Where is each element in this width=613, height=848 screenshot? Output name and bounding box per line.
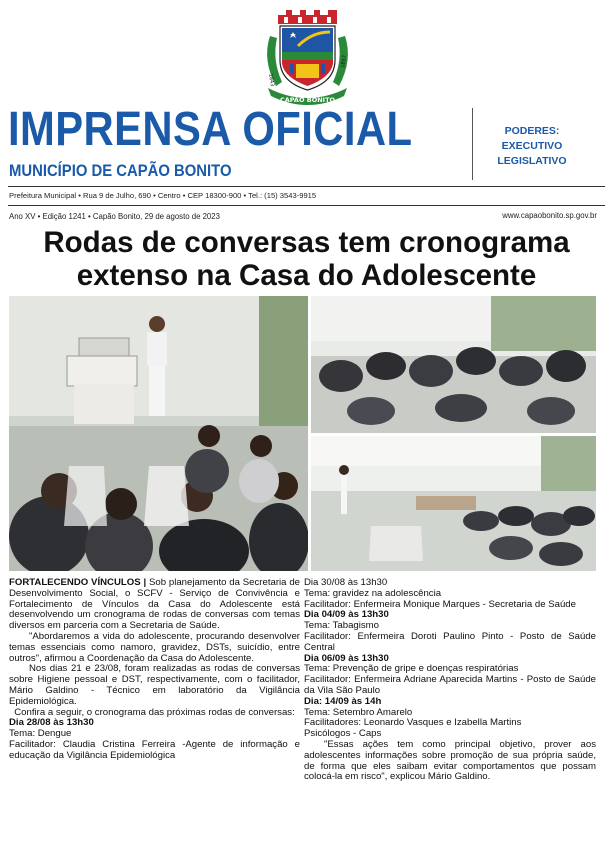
address-line: Prefeitura Municipal • Rua 9 de Julho, 690 • Centro • CEP 18300-900 • Tel.: (15) 3543-9915 [9,191,317,200]
powers-box [482,124,582,169]
paragraph-schedule-intro: Confira a seguir, o cronograma das próximas rodas de conversas: [14,706,295,718]
crown-icon [278,10,337,24]
hall-wide-photo [311,436,596,571]
masthead-divider [472,108,473,180]
session-5-topic: Tema: Setembro Amarelo [304,706,413,718]
masthead-subtitle: MUNICÍPIO DE CAPÃO BONITO [9,162,232,180]
power-executive: EXECUTIVO [501,140,563,152]
lead-kicker: FORTALECENDO VÍNCULOS | [9,577,147,588]
power-legislative: LEGISLATIVO [497,155,567,167]
lead-text: Sob planejamento da Secretaria de Desenvolvimento Social, o SCFV - Serviço de Convivência e Fortalecimento de Vínculos da Casa do Adolescente está desenvolvendo um cronograma de rodas de conversas com temas diversos em parceria com a Secretaria de Saúde. [9,577,300,632]
masthead-title: IMPRENSA OFICIAL [8,103,413,156]
session-3-date: Dia 04/09 às 13h30 [304,609,389,621]
teens-seated-photo [311,296,596,433]
lead-paragraph [9,578,300,632]
headline-line-1: Rodas de conversas tem cronograma [43,226,570,259]
session-4-date: Dia 06/09 às 13h30 [304,652,389,664]
divider-top [8,186,605,187]
session-5-organization: Psicólogos - Caps [304,728,382,740]
session-2-date: Dia 30/08 às 13h30 [304,577,388,588]
speaker-with-teens-photo [9,296,308,571]
powers-label: PODERES: [504,125,560,137]
edition-line: Ano XV • Edição 1241 • Capão Bonito, 29 de agosto de 2023 [9,212,220,221]
svg-text:1843: 1843 [267,73,276,87]
divider-bottom [8,205,605,206]
closing-quote: "Essas ações tem como principal objetivo, prover aos adolescentes informações sobre promoção de sua própria saúde, de forma que eles saibam evitar comportamentos que possam colocá-la em risco", explicou Mário Galdino. [304,738,596,783]
session-2-facilitator: Facilitador: Enfermeira Monique Marques - Secretaria de Saúde [304,598,576,610]
article-column-left [9,578,300,762]
session-4-topic: Tema: Prevenção de gripe e doenças respiratórias [304,663,519,675]
headline-line-2: extenso na Casa do Adolescente [76,259,537,292]
article-headline [12,226,601,292]
website-link[interactable]: www.capaobonito.sp.gov.br [502,211,597,220]
session-1-topic: Tema: Dengue [9,728,72,740]
session-1-facilitator: Facilitador: Claudia Cristina Ferreira -Agente de informação e educação da Vigilância Epidemiológica [9,738,300,761]
session-3-facilitator: Facilitador: Enfermeira Doroti Paulino Pinto - Posto de Saúde Central [304,630,596,653]
article-column-right [304,578,596,783]
svg-text:1857: 1857 [340,54,349,69]
coordination-quote: "Abordaremos a vida do adolescente, procurando desenvolver temas essenciais como namoro, gravidez, DSTs, suicídio, entre outros", afirmou a Coordenação da Casa do Adolescente. [9,630,300,664]
session-5-facilitators: Facilitadores: Leonardo Vasques e Izabella Martins [304,717,522,729]
svg-text:CAPÃO BONITO: CAPÃO BONITO [279,96,336,104]
session-1-date: Dia 28/08 às 13h30 [9,717,94,729]
session-3-topic: Tema: Tabagismo [304,620,380,632]
session-5-date: Dia: 14/09 às 14h [304,695,382,707]
paragraph-past-sessions: Nos dias 21 e 23/08, foram realizadas as rodas de conversas sobre Higiene pessoal e DST, respectivamente, com o facilitador, Mário Galdino - Técnico em laboratório da Vigilância Epidemiológica. [9,663,300,707]
session-4-facilitator: Facilitador: Enfermeira Adriane Aparecida Martins - Posto de Saúde da Vila São Paulo [304,674,596,696]
municipal-crest [260,8,355,108]
session-2-topic: Tema: gravidez na adolescência [304,587,442,599]
